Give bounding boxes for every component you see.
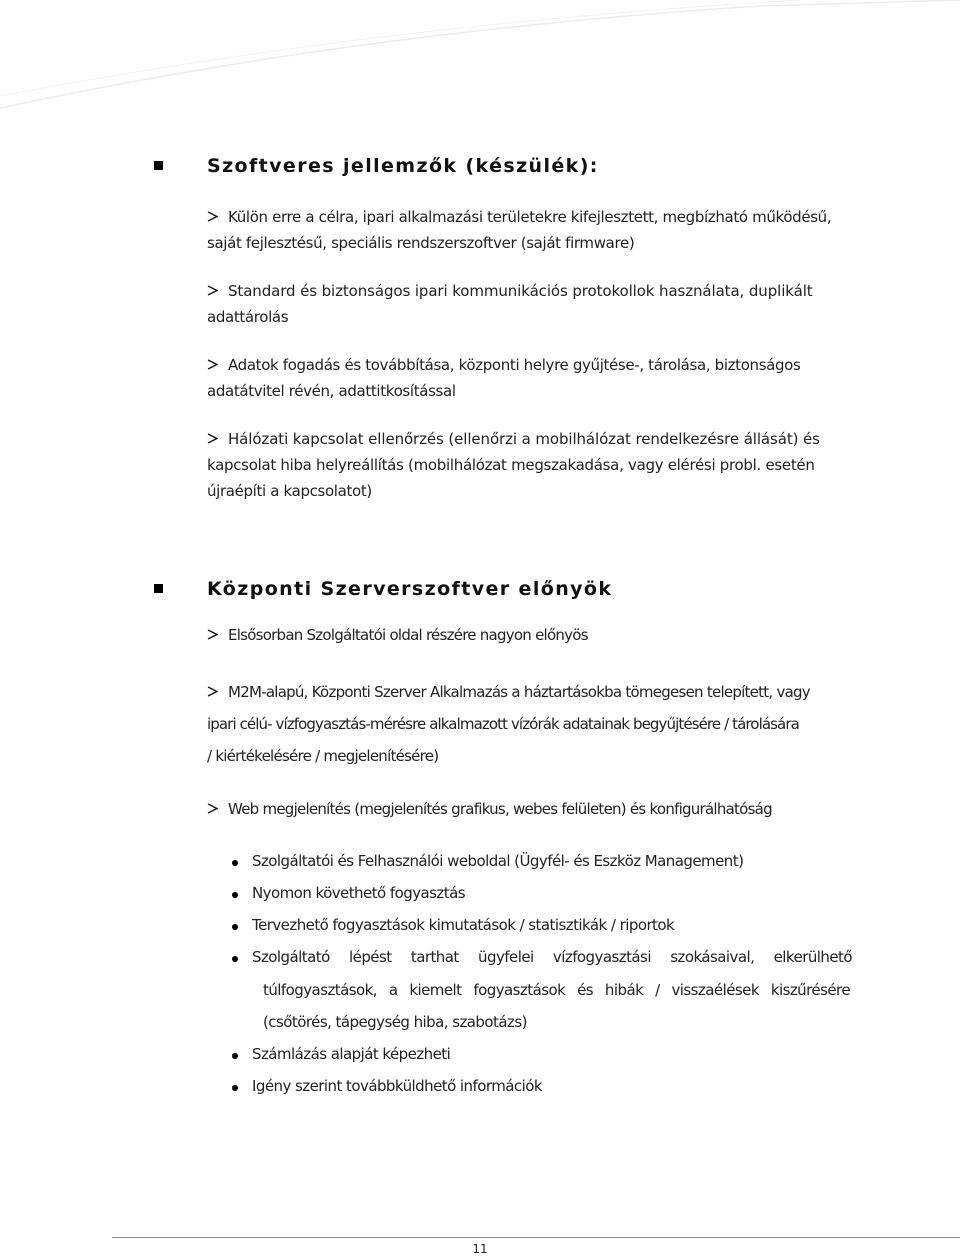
document-page: Szoftveres jellemzők (készülék): Külön erre a célra, ipari alkalmazási területekre kifejlesztett, megbízható működésű, saját fejlesztésű, speciális rendszerszoftver (saját firmware) Standard és biztonságos ipari kommunikációs protokollok használata, duplikált adattárolás Adatok fogadás és továbbítása, központi helyre gyűjtése-, tárolása, biztonságos adatátvitel révén, adattitkosítással Hálózati kapcsolat ellenőrzés (ellenőrzi a mobilhálózat rendelkezésre állását) és kapcsolat hiba helyreállítás (mobilhálózat megszakadása, vagy elérési probl. esetén újraépíti a kapcsolatot) Központi Szerverszoftver előnyök Elsősorban Szolgáltatói oldal részére nagyon előnyös M2M-alapú, Központi Szerver Alkalmazás a háztartásokba tömegesen telepített, vagy ipari célú- vízfogyasztás-mérésre alkalmazott vízórák adatainak begyűjtésére / tárolására / kiértékelésére / megjelenítésére) Web megjelenítés (megjelenítés grafikus, webes felületen) és konfigurálhatóság Szolgáltatói és Felhasználói weboldal (Ügyfél- és Eszköz Management) Nyomon követhető fogyasztás Tervezhető fogyasztások kimutatások / statisztikák / riportok Szolgáltató lépést tarthat ügyfelei vízfogyasztási szokásaival, elkerülhető túlfogyasztások, a kiemelt fogyasztások és hibák / visszaélések kiszűrésére (csőtörés, tápegység hiba, szabotázs) Számlázás alapját képezheti Igény szerint továbbküldhető információk 11: [0, 0, 960, 1258]
list-item: Tervezhető fogyasztások kimutatások / statisztikák / riportok: [232, 916, 852, 938]
list-item-continuation: (csőtörés, tápegység hiba, szabotázs): [263, 1013, 527, 1031]
list-item: Igény szerint továbbküldhető információk: [232, 1077, 852, 1099]
arrow-bullet-icon: [207, 629, 218, 640]
bullet-dot-icon: [232, 1053, 238, 1059]
feature-item-firmware: Külön erre a célra, ipari alkalmazási területekre kifejlesztett, megbízható működésű, saját fejlesztésű, speciális rendszerszoftver (saját firmware): [207, 208, 832, 252]
benefit-item-m2m-server: M2M-alapú, Központi Szerver Alkalmazás a háztartásokba tömegesen telepített, vagy ipari célú- vízfogyasztás-mérésre alkalmazott vízórák adatainak begyűjtésére / tárolására / kiértékelésére / megjelenítésére): [207, 683, 810, 765]
bullet-dot-icon: [232, 924, 238, 930]
arrow-bullet-icon: [207, 686, 218, 697]
arrow-bullet-icon: [207, 803, 218, 814]
decorative-corner-curve: [0, 0, 960, 140]
bullet-dot-icon: [232, 1085, 238, 1091]
arrow-bullet-icon: [207, 433, 218, 444]
list-item: Nyomon követhető fogyasztás: [232, 884, 852, 906]
bullet-dot-icon: [232, 892, 238, 898]
arrow-bullet-icon: [207, 285, 218, 296]
list-item: Szolgáltató lépést tarthat ügyfelei vízfogyasztási szokásaival, elkerülhető: [232, 948, 852, 970]
list-item-continuation: túlfogyasztások, a kiemelt fogyasztások és hibák / visszaélések kiszűrésére: [263, 981, 850, 999]
page-number: 11: [472, 1242, 488, 1256]
square-bullet-icon: [154, 161, 163, 170]
list-item: Számlázás alapját képezheti: [232, 1045, 852, 1067]
square-bullet-icon: [154, 584, 163, 593]
list-item: Szolgáltatói és Felhasználói weboldal (Ügyfél- és Eszköz Management): [232, 852, 852, 874]
footer-divider: [112, 1237, 960, 1238]
feature-item-data-handling: Adatok fogadás és továbbítása, központi helyre gyűjtése-, tárolása, biztonságos adatátvitel révén, adattitkosítással: [207, 356, 801, 400]
bullet-dot-icon: [232, 956, 238, 962]
benefit-item-provider-side: Elsősorban Szolgáltatói oldal részére nagyon előnyös: [207, 622, 850, 648]
feature-item-network-check: Hálózati kapcsolat ellenőrzés (ellenőrzi a mobilhálózat rendelkezésre állását) és kapcsolat hiba helyreállítás (mobilhálózat megszakadása, vagy elérési probl. esetén újraépíti a kapcsolatot): [207, 430, 820, 500]
benefit-item-web-display: Web megjelenítés (megjelenítés grafikus, webes felületen) és konfigurálhatóság: [207, 796, 850, 822]
bullet-dot-icon: [232, 860, 238, 866]
arrow-bullet-icon: [207, 211, 218, 222]
feature-item-protocols: Standard és biztonságos ipari kommunikációs protokollok használata, duplikált adattárolás: [207, 282, 813, 326]
arrow-bullet-icon: [207, 359, 218, 370]
